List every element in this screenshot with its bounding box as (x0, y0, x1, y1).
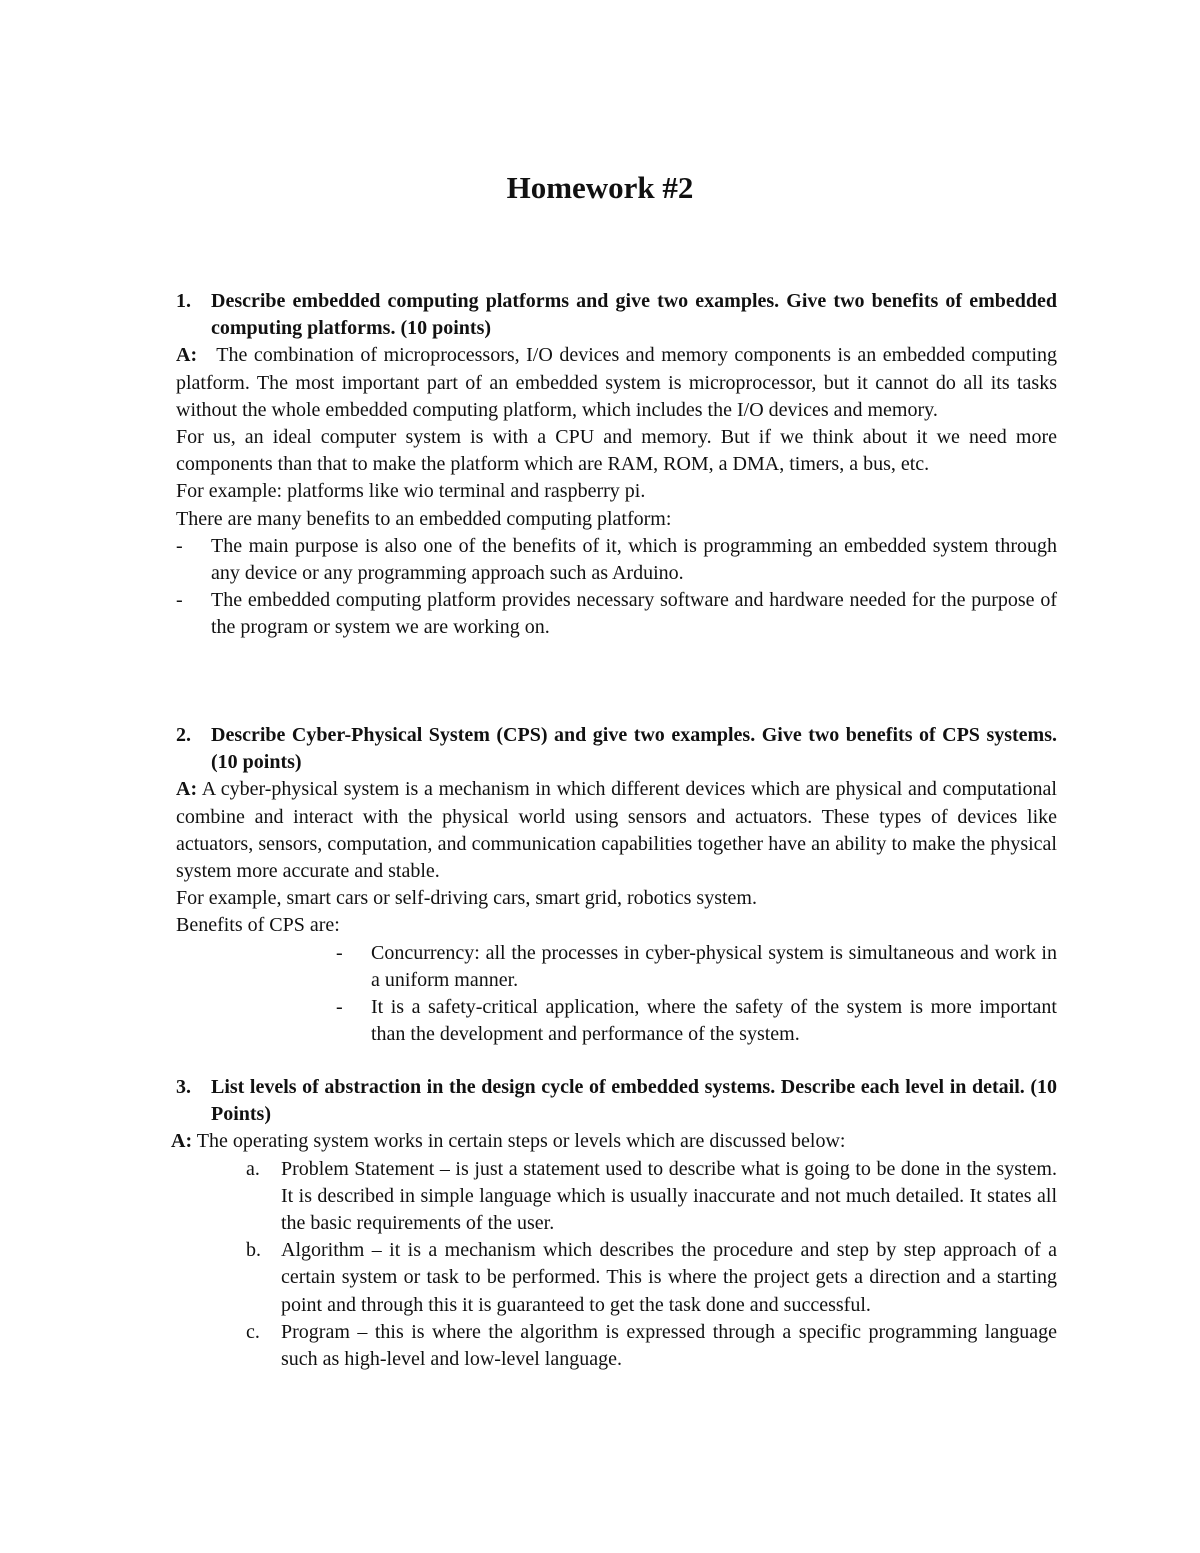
answer-2-bullet (336, 994, 1057, 1048)
answer-1-bullet (176, 533, 1057, 587)
bullet-marker: - (336, 941, 343, 964)
question-1-number: 1. (176, 290, 191, 312)
answer-1-bullet (176, 587, 1057, 641)
bullet-marker: - (176, 589, 183, 612)
question-3 (176, 1074, 1057, 1128)
bullet-text: The embedded computing platform provides necessary software and hardware needed for the purpose of the program or system we are working on. (211, 589, 1057, 639)
item-text: Problem Statement – is just a statement used to describe what is going to be done in the system. It is described in simple language which is usually inaccurate and not much detailed. It states all the basic requirements of the user. (281, 1157, 1057, 1235)
answer-1-text: The combination of microprocessors, I/O devices and memory components is an embedded computing platform. The most important part of an embedded system is microprocessor, but it cannot do all its tasks without the whole embedded computing platform, which includes the I/O devices and memory. (176, 344, 1058, 421)
answer-2-label: A: (176, 778, 198, 801)
answer-3-text: The operating system works in certain steps or levels which are discussed below: (196, 1130, 846, 1153)
answer-3-label: A: (171, 1130, 193, 1153)
question-3-section (171, 1074, 1057, 1373)
answer-2-paragraph (176, 776, 1057, 885)
answer-1-paragraph-2: For us, an ideal computer system is with a CPU and memory. But if we think about it we need more components than that to make the platform which are RAM, ROM, a DMA, timers, a bus, etc. (176, 426, 1057, 476)
bullet-marker: - (176, 534, 183, 557)
answer-1-label: A: (176, 344, 198, 367)
answer-2-bullet (336, 940, 1057, 994)
answer-1-paragraph-3: For example: platforms like wio terminal and raspberry pi. (176, 480, 646, 503)
answer-3-paragraph (171, 1128, 1057, 1155)
answer-3-item (246, 1319, 1057, 1373)
item-marker: a. (246, 1157, 260, 1180)
answer-1-paragraph (176, 342, 1057, 424)
answer-1-paragraph-4: There are many benefits to an embedded computing platform: (176, 507, 672, 530)
question-2-text: Describe Cyber-Physical System (CPS) and give two examples. Give two benefits of CPS systems. (10 points) (211, 724, 1057, 774)
item-marker: b. (246, 1239, 261, 1262)
item-text: Program – this is where the algorithm is expressed through a specific programming language such as high-level and low-level language. (281, 1320, 1057, 1371)
bullet-marker: - (336, 996, 343, 1019)
question-1 (176, 288, 1057, 342)
item-text: Algorithm – it is a mechanism which describes the procedure and step by step approach of a certain system or task to be performed. This is where the project gets a direction and a starting point and through this it is guaranteed to get the task done and successful. (281, 1239, 1057, 1316)
bullet-text: The main purpose is also one of the benefits of it, which is programming an embedded system through any device or any programming approach such as Arduino. (211, 534, 1057, 585)
question-3-text: List levels of abstraction in the design cycle of embedded systems. Describe each level in detail. (10 Points) (211, 1076, 1057, 1126)
question-1-text: Describe embedded computing platforms and give two examples. Give two benefits of embedded computing platforms. (10 points) (211, 290, 1057, 340)
question-1-section (176, 288, 1057, 642)
answer-3-item (246, 1237, 1057, 1319)
item-marker: c. (246, 1320, 260, 1343)
question-3-number: 3. (176, 1076, 191, 1098)
question-2 (176, 722, 1057, 776)
bullet-text: It is a safety-critical application, where the safety of the system is more important than the development and performance of the system. (371, 996, 1057, 1046)
answer-3-item (246, 1156, 1057, 1238)
question-2-number: 2. (176, 724, 191, 746)
answer-2-text: A cyber-physical system is a mechanism in which different devices which are physical and computational combine and interact with the physical world using sensors and actuators. These types of devices like actuators, sensors, computation, and communication capabilities together have an ability to make the physical system more accurate and stable. (176, 778, 1057, 883)
answer-2-paragraph-3: Benefits of CPS are: (176, 914, 340, 937)
question-2-section (176, 722, 1057, 1048)
bullet-text: Concurrency: all the processes in cyber-physical system is simultaneous and work in a uniform manner. (371, 941, 1057, 991)
page-title: Homework #2 (506, 170, 694, 205)
answer-2-paragraph-2: For example, smart cars or self-driving cars, smart grid, robotics system. (176, 887, 757, 910)
